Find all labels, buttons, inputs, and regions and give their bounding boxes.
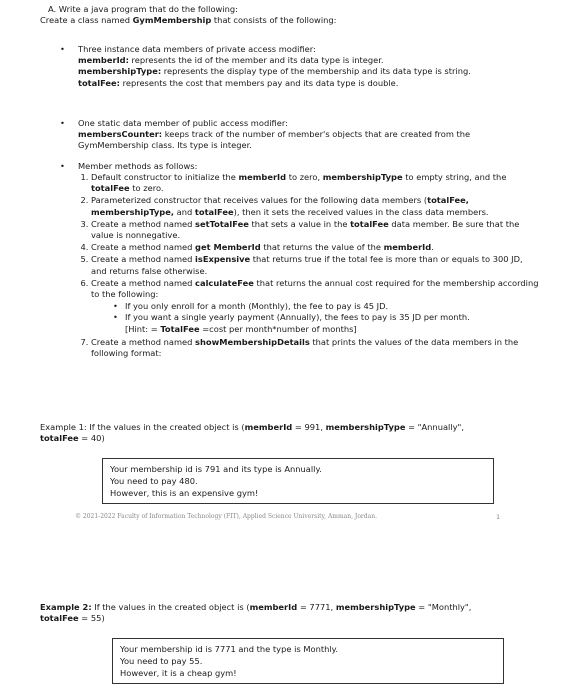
- static-member-item: membersCounter: keeps track of the number of member's objects that are created from the GymMembership class. Its type is integer.: [78, 129, 471, 151]
- instance-members-intro: Three instance data members of private access modifier:: [78, 44, 316, 54]
- bullet: •: [60, 161, 65, 171]
- copyright-footer: © 2021-2022 Faculty of Information Technology (FIT), Applied Science University, Amman, Jordan.: [75, 513, 377, 520]
- method-item: 6. Create a method named calculateFee that returns the annual cost required for the membership according to the following: • If you only enroll for a month (Monthly), the fee to pay is 45 JD. • If you want a single yearly payment (Annually), the fees to pay is 35 JD per month. [Hint: = TotalFee =cost per month*number of months]: [91, 278, 540, 336]
- methods-list-container: [70, 172, 540, 360]
- method-item: 1. Default constructor to initialize the memberId to zero, membershipType to empty string, and the totalFee to zero.: [91, 172, 540, 194]
- output-line: Your membership id is 7771 and the type is Monthly.: [120, 644, 339, 654]
- bullet: •: [60, 118, 65, 128]
- fee-rule: • If you want a single yearly payment (Annually), the fees to pay is 35 JD per month.: [113, 312, 540, 323]
- hint-line: [Hint: = TotalFee =cost per month*number of months]: [125, 324, 357, 335]
- class-description: Create a class named GymMembership that consists of the following:: [40, 15, 337, 25]
- fee-rule: • If you only enroll for a month (Monthly), the fee to pay is 45 JD.: [113, 301, 540, 312]
- method-item: 3. Create a method named setTotalFee that sets a value in the totalFee data member. Be sure that the value is nonnegative.: [91, 219, 540, 241]
- method-item: 7. Create a method named showMembershipDetails that prints the values of the data members in the following format:: [91, 337, 540, 359]
- page-number: 1: [496, 513, 501, 521]
- output-line: You need to pay 55.: [120, 656, 203, 667]
- method-item: 4. Create a method named get MemberId that returns the value of the memberId.: [91, 242, 540, 253]
- task-heading: A. Write a java program that do the following:: [48, 4, 238, 14]
- output-line: However, this is an expensive gym!: [110, 488, 259, 499]
- example-1-text: Example 1: If the values in the created object is (memberId = 991, membershipType = "Annually", totalFee = 40): [40, 422, 465, 444]
- example-2-text: Example 2: If the values in the created object is (memberId = 7771, membershipType = "Monthly", totalFee = 55): [40, 602, 472, 624]
- instance-members-section: [60, 44, 540, 89]
- member-item: memberId: represents the id of the member and its data type is integer.: [78, 55, 384, 66]
- output-line: Your membership id is 791 and its type is Annually.: [110, 464, 322, 474]
- output-line: You need to pay 480.: [110, 476, 198, 487]
- methods-list: [70, 172, 540, 359]
- methods-intro: Member methods as follows:: [78, 161, 198, 171]
- example-1-output-box: [102, 458, 494, 504]
- static-member-intro: One static data member of public access modifier:: [78, 118, 288, 128]
- class-name: GymMembership: [132, 15, 212, 25]
- method-item: 2. Parameterized constructor that receives values for the following data members (totalFee, membershipType, and totalFee), then it sets the received values in the class data members.: [91, 195, 540, 217]
- methods-section: [60, 161, 540, 172]
- method-item: 5. Create a method named isExpensive that returns true if the total fee is more than or equals to 300 JD, and returns false otherwise.: [91, 254, 540, 276]
- fee-rules-list: [113, 301, 540, 323]
- output-line: However, it is a cheap gym!: [120, 668, 237, 679]
- member-item: membershipType: represents the display type of the membership and its data type is string.: [78, 66, 471, 77]
- bullet: •: [60, 44, 65, 54]
- static-member-section: [60, 118, 540, 152]
- member-item: totalFee: represents the cost that members pay and its data type is double.: [78, 77, 399, 88]
- example-2-output-box: [112, 638, 504, 684]
